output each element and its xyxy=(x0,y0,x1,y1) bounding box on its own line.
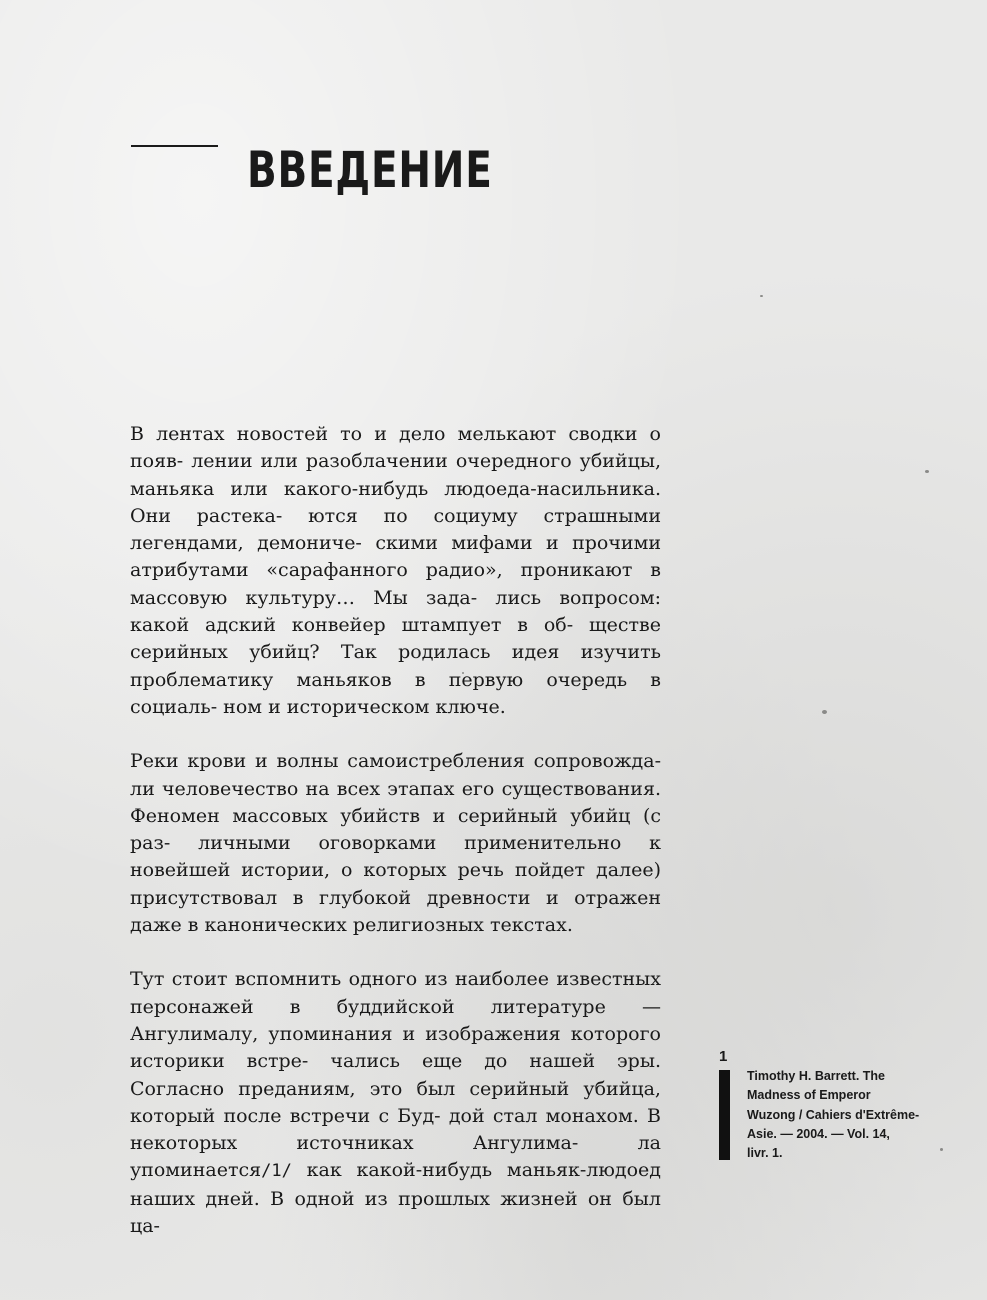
text-line: персонажей в буддийской литературе — Ангулималу, xyxy=(130,995,661,1045)
text-line: религиозных текстах. xyxy=(352,914,573,937)
text-line: дой стал монахом. В некоторых источниках Ангулима- xyxy=(130,1104,661,1155)
text-line: наших дней. В одной из прошлых жизней он был ца- xyxy=(130,1187,661,1238)
text-line: радио», проникают в массовую культуру… Мы зада- xyxy=(130,559,661,609)
text-line: В лентах новостей то и дело мелькают сводки о появ- xyxy=(130,423,661,473)
text-line: ются по социуму страшными легендами, демониче- xyxy=(130,504,662,555)
text-line: лении или разоблачении очередного убийцы, маньяка xyxy=(130,450,661,500)
text-line: упоминания и изображения которого историки встре- xyxy=(130,1022,661,1073)
footnote-text: Timothy H. Barrett. The Madness of Emperor Wuzong / Cahiers d'Extrême- Asie. — 2004. — Vol. 14, livr. 1. xyxy=(747,1069,920,1161)
paper-speck xyxy=(925,470,929,473)
text-line: истории, о которых речь пойдет далее) присутствовал xyxy=(130,859,661,909)
footnote-number: 1 xyxy=(719,1048,728,1065)
text-line: был серийный убийца, который после встречи с Буд- xyxy=(130,1077,661,1127)
text-line: личными оговорками применительно к новейшей xyxy=(130,832,661,882)
text-line: или какого-нибудь людоеда-насильника. Они растека- xyxy=(130,477,662,527)
paper-speck xyxy=(760,295,763,297)
paragraph xyxy=(130,748,661,939)
text-line: чались еще до нашей эры. Согласно преданиям, это xyxy=(130,1050,661,1100)
text-line: ществе серийных убийц? Так родилась идея изучить xyxy=(130,614,661,664)
footnote-bar xyxy=(719,1070,730,1160)
paper-speck xyxy=(940,1148,943,1151)
text-line: в глубокой древности и отражен даже в канонических xyxy=(130,886,661,937)
text-line: лись вопросом: какой адский конвейер штампует в об- xyxy=(130,586,662,637)
text-line: Феномен массовых убийств и серийный убийц (с раз- xyxy=(130,804,661,855)
text-line: Реки крови и волны самоистребления сопровожда- xyxy=(130,750,661,773)
text-line: ла упоминается xyxy=(130,1132,661,1182)
body-text xyxy=(130,421,661,1267)
text-line: скими мифами и прочими атрибутами «сарафанного xyxy=(130,532,662,582)
heading-rule xyxy=(131,145,218,147)
paragraph xyxy=(130,966,661,1240)
text-line: как какой-нибудь маньяк-людоед xyxy=(291,1159,661,1182)
text-line: ли человечество на всех этапах его существования. xyxy=(130,777,661,800)
footnote-reference[interactable]: /1/ xyxy=(261,1161,292,1182)
chapter-heading: ВВЕДЕНИЕ xyxy=(247,141,493,199)
text-line: проблематику маньяков в первую очередь в социаль- xyxy=(130,668,661,718)
text-line: Тут стоит вспомнить одного из наиболее известных xyxy=(130,968,661,991)
text-line: ном и историческом ключе. xyxy=(223,695,506,718)
paragraph xyxy=(130,421,661,721)
paper-speck xyxy=(822,710,827,714)
